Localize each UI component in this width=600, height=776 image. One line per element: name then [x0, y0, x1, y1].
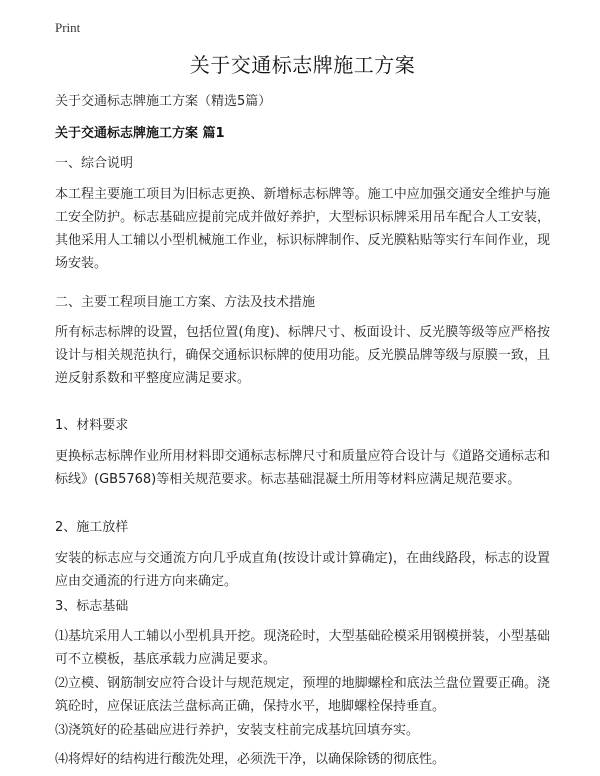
document-title: 关于交通标志牌施工方案 [189, 53, 416, 77]
paragraph-material-requirements: 更换标志标牌作业所用材料即交通标志标牌尺寸和质量应符合设计与《道路交通标志和标线》(GB5768)等相关规范要求。标志基础混凝土所用等材料应满足规范要求。 [55, 449, 550, 487]
heading-material-requirements: 1、材料要求 [55, 418, 129, 433]
heading-sign-foundation: 3、标志基础 [55, 599, 129, 614]
heading-general-description: 一、综合说明 [55, 156, 134, 171]
paragraph-general-description: 本工程主要施工项目为旧标志更换、新增标志标牌等。施工中应加强交通安全维护与施工安全防护。标志基础应提前完成并做好养护，大型标识标牌采用吊车配合人工安装，其他采用人工辅以小型机械施工作业，标识标牌制作、反光膜粘贴等实行车间作业，现场安装。 [55, 187, 550, 271]
section-heading: 关于交通标志牌施工方案 篇1 [55, 126, 225, 141]
paragraph-foundation-4: ⑷将焊好的结构进行酸洗处理，必须洗干净，以确保除锈的彻底性。 [55, 752, 446, 767]
heading-setting-out: 2、施工放样 [55, 520, 129, 535]
paragraph-foundation-1: ⑴基坑采用人工辅以小型机具开挖。现浇砼时，大型基础砼模采用钢模拼装，小型基础可不立模板，基底承载力应满足要求。 [55, 629, 550, 667]
paragraph-setting-out: 安装的标志应与交通流方向几乎成直角(按设计或计算确定)，在曲线路段，标志的设置应由交通流的行进方向来确定。 [55, 551, 550, 589]
document-subtitle: 关于交通标志牌施工方案（精选5篇） [55, 94, 272, 109]
heading-main-methods: 二、主要工程项目施工方案、方法及技术措施 [55, 295, 316, 310]
paragraph-foundation-3: ⑶浇筑好的砼基础应进行养护，安装支柱前完成基坑回填夯实。 [55, 723, 420, 738]
paragraph-main-methods: 所有标志标牌的设置，包括位置(角度)、标牌尺寸、板面设计、反光膜等级等应严格按设计与相关规范执行，确保交通标识标牌的使用功能。反光膜品牌等级与原膜一致，且逆反射系数和平整度应满足要求。 [55, 325, 550, 386]
print-link[interactable]: Print [55, 20, 81, 35]
paragraph-foundation-2: ⑵立模、钢筋制安应符合设计与规范规定，预埋的地脚螺栓和底法兰盘位置要正确。浇筑砼时，应保证底法兰盘标高正确，保持水平，地脚螺栓保持垂直。 [55, 676, 550, 714]
